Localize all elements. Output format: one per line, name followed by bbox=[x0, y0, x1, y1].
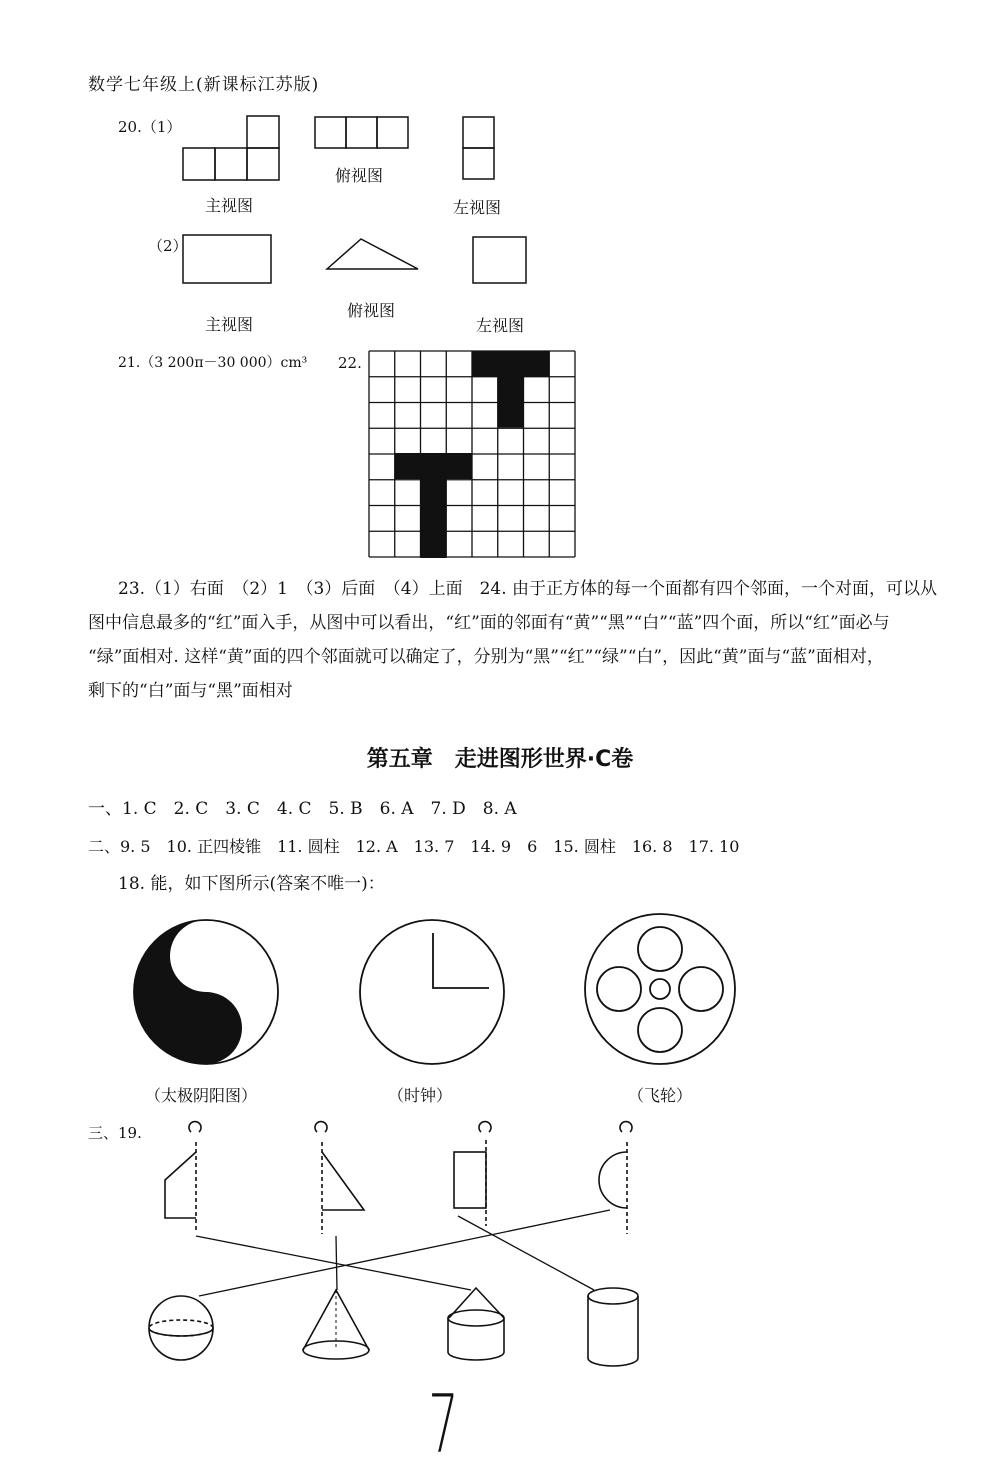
q22-grid bbox=[369, 351, 575, 558]
q19-shape-2 bbox=[315, 1122, 364, 1234]
q20-1-top-view bbox=[315, 117, 408, 148]
page-mark: 7 bbox=[428, 1378, 459, 1471]
q20-2-top-view bbox=[327, 239, 418, 269]
taiji-figure bbox=[134, 920, 278, 1064]
caption-flywheel: （飞轮） bbox=[628, 1086, 693, 1105]
q23-24-line-4: 剩下的“白”面与“黑”面相对 bbox=[88, 681, 293, 701]
q19-match-lines bbox=[196, 1210, 610, 1296]
q20-label-1: 20.（1） bbox=[118, 118, 182, 136]
q20-label-2: （2） bbox=[148, 237, 188, 255]
part3-label: 三、19. bbox=[88, 1124, 142, 1142]
q19-cone bbox=[303, 1290, 369, 1359]
q20-2-left-caption: 左视图 bbox=[476, 316, 525, 335]
q19-shape-1 bbox=[165, 1122, 201, 1232]
caption-taiji: （太极阴阳图） bbox=[145, 1086, 258, 1105]
part1-answers: 一、1. C 2. C 3. C 4. C 5. B 6. A 7. D 8. A bbox=[88, 799, 517, 819]
q19-cone-cylinder bbox=[448, 1288, 504, 1360]
q23-24-line-2: 图中信息最多的“红”面入手，从图中可以看出，“红”面的邻面有“黄”“黑”“白”“蓝”四个面，所以“红”面必与 bbox=[88, 613, 890, 633]
q19-cylinder bbox=[588, 1288, 638, 1366]
q20-2-front-view bbox=[183, 235, 271, 283]
q19-sphere bbox=[149, 1296, 213, 1360]
section-title: 第五章 走进图形世界·C卷 bbox=[366, 747, 634, 772]
header-title: 数学七年级上(新课标江苏版) bbox=[88, 75, 320, 95]
flywheel-figure bbox=[585, 914, 735, 1064]
q23-24-line-1: 23.（1）右面 （2）1 （3）后面 （4）上面 24. 由于正方体的每一个面都有四个邻面，一个对面，可以从 bbox=[118, 579, 938, 599]
q20-2-top-caption: 俯视图 bbox=[347, 301, 396, 320]
q20-2-front-caption: 主视图 bbox=[205, 315, 254, 334]
q20-1-left-caption: 左视图 bbox=[453, 198, 502, 217]
q20-1-front-view bbox=[183, 116, 279, 180]
q19-shape-3 bbox=[454, 1122, 491, 1226]
q20-1-left-view bbox=[463, 117, 494, 179]
q20-2-left-view bbox=[473, 237, 526, 283]
part2-answers: 二、9. 5 10. 正四棱锥 11. 圆柱 12. A 13. 7 14. 9 6 15. 圆柱 16. 8 17. 10 bbox=[88, 837, 740, 856]
q18-answer: 18. 能，如下图所示(答案不唯一)： bbox=[118, 874, 385, 894]
q23-24-line-3: “绿”面相对. 这样“黄”面的四个邻面就可以确定了，分别为“黑”“红”“绿”“白”，因此“黄”面与“蓝”面相对， bbox=[88, 647, 884, 667]
q20-1-top-caption: 俯视图 bbox=[335, 166, 384, 185]
clock-figure bbox=[360, 920, 504, 1064]
q20-1-front-caption: 主视图 bbox=[205, 196, 254, 215]
caption-clock: （时钟） bbox=[388, 1086, 453, 1105]
q22-label: 22. bbox=[338, 354, 362, 372]
q21-answer: 21.（3 200π－30 000）cm³ bbox=[118, 355, 308, 371]
q19-shape-4 bbox=[599, 1122, 632, 1234]
